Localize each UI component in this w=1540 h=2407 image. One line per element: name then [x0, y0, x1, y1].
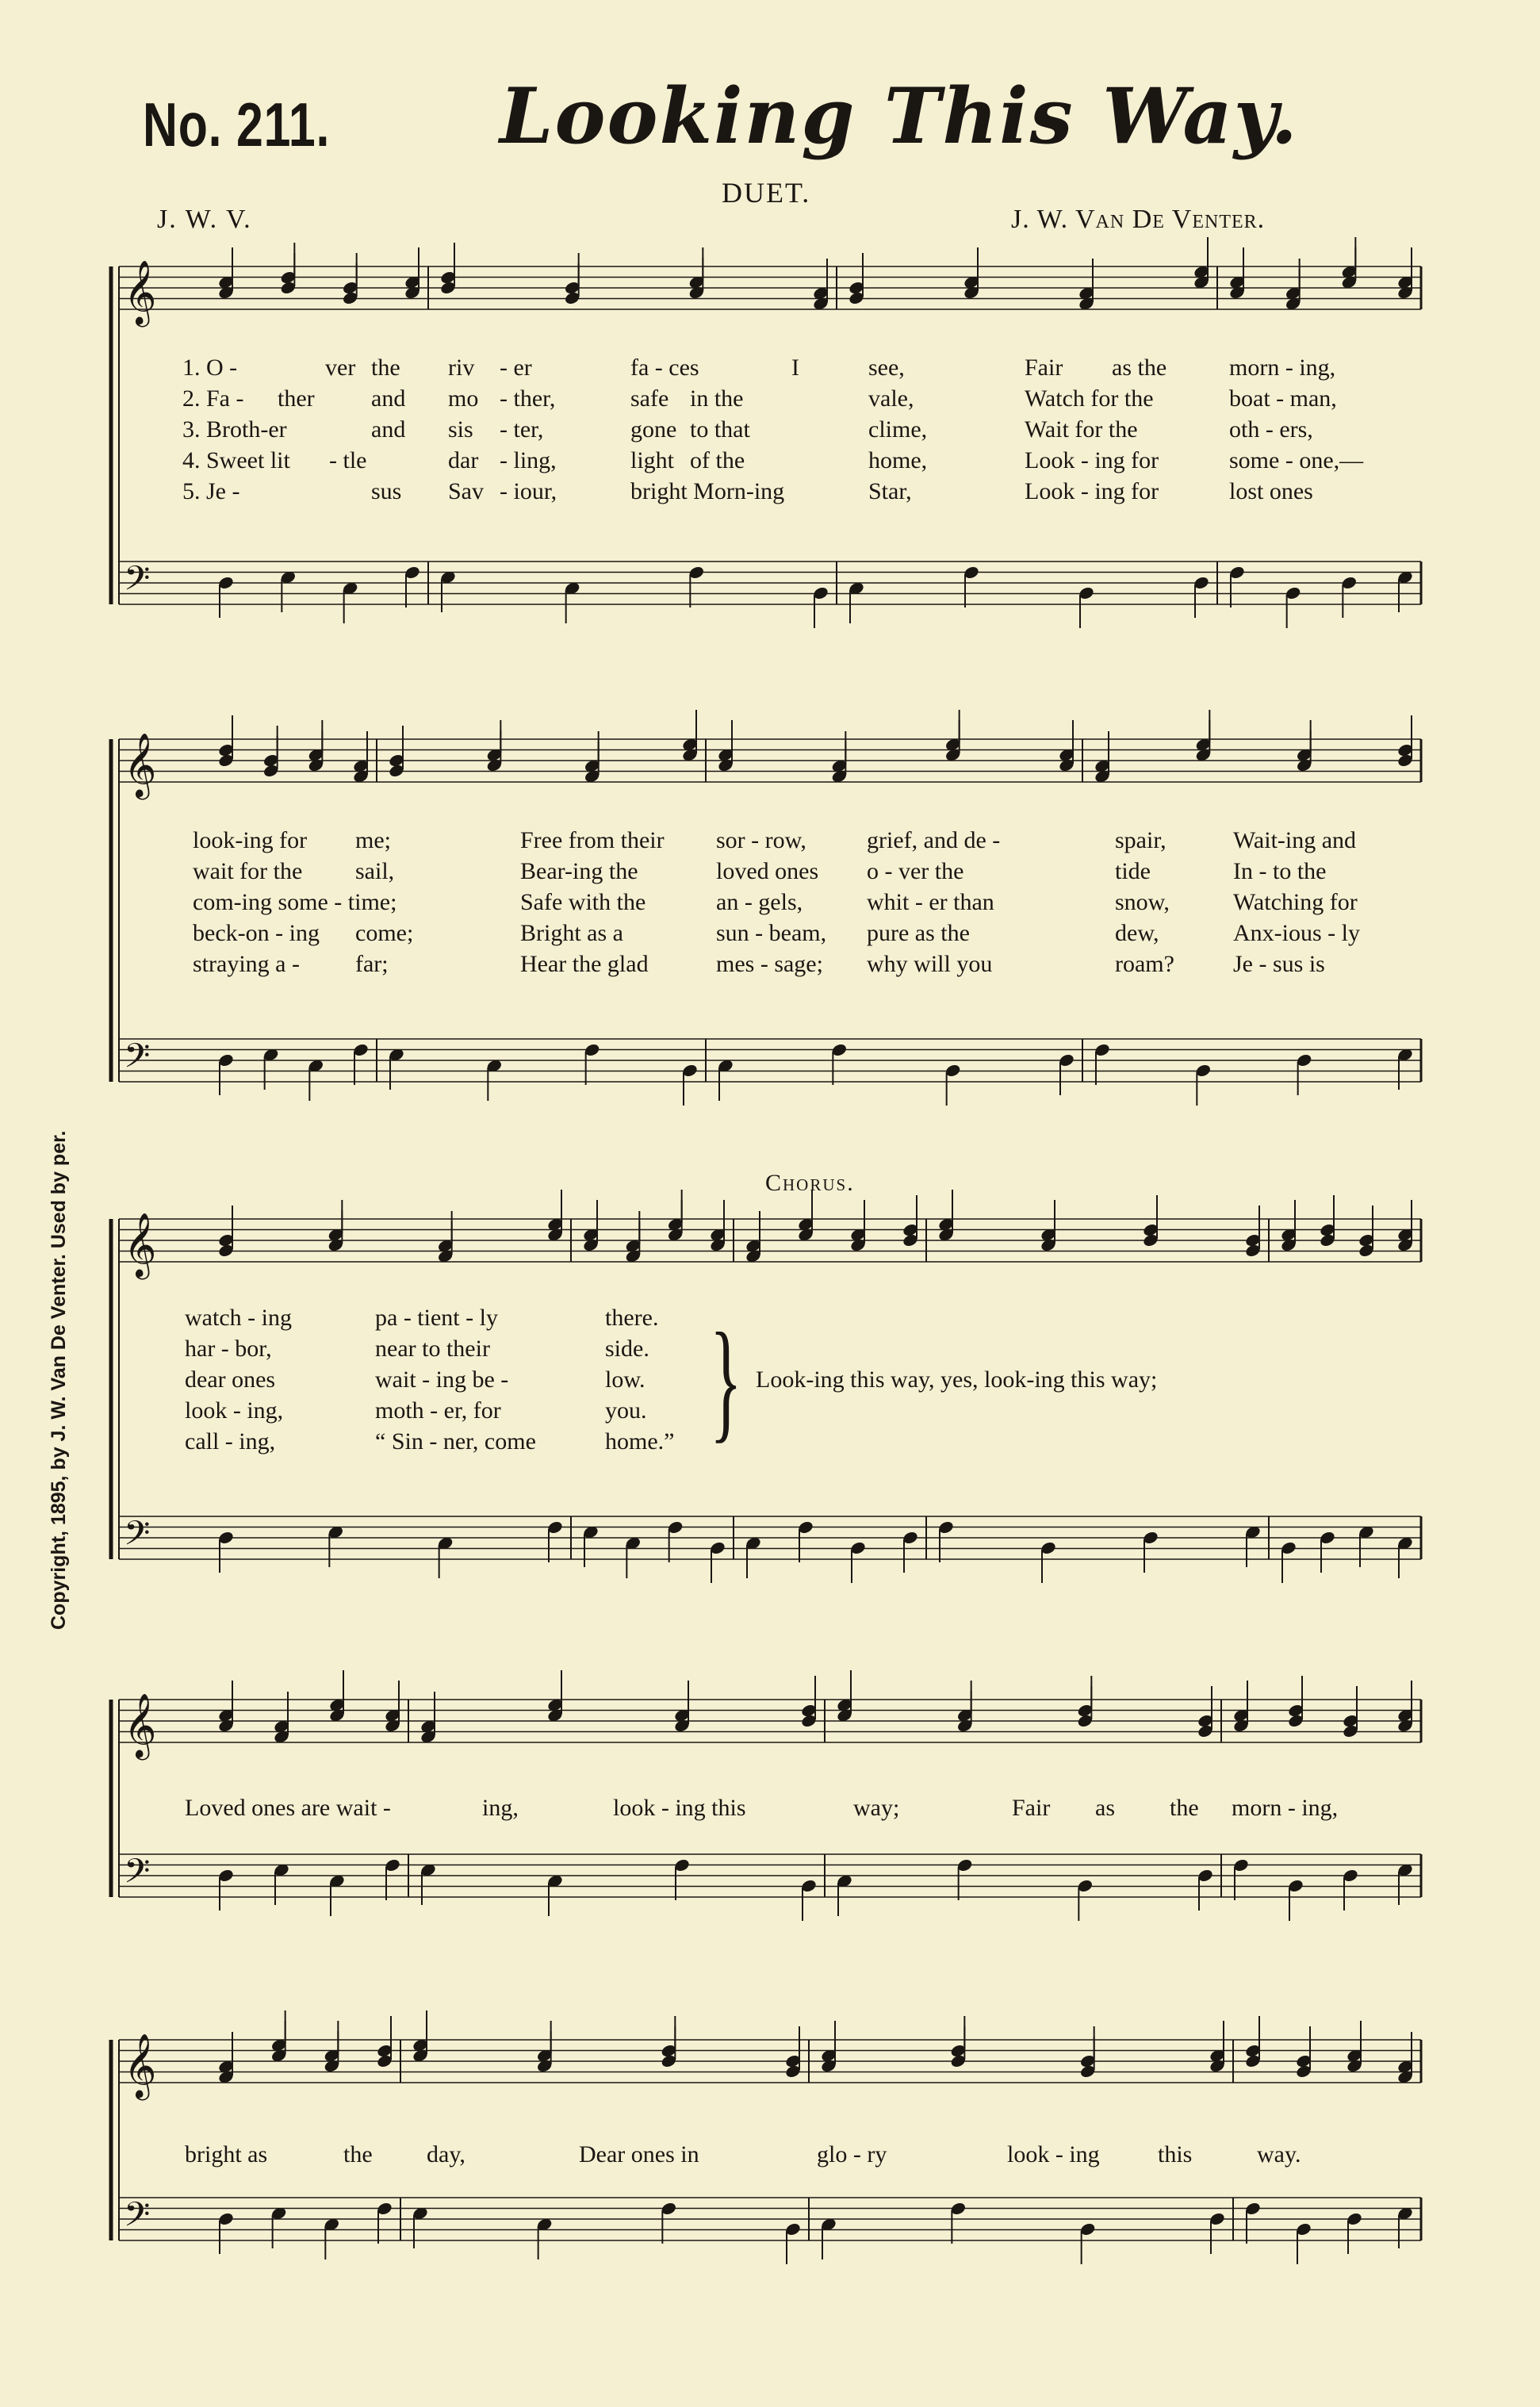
lyricist: J. W. V.	[157, 205, 252, 234]
treble-clef-icon: 𝄞	[124, 2033, 157, 2098]
bass-clef-icon: 𝄢	[124, 1037, 151, 1084]
chorus-label: Chorus.	[765, 1170, 855, 1196]
bass-clef-icon: 𝄢	[124, 1852, 151, 1899]
copyright-note: Copyright, 1895, by J. W. Van De Venter. Used by per.	[48, 1130, 70, 1630]
bass-clef-icon: 𝄢	[124, 559, 151, 607]
chorus-lyric: Look-ing this way, yes, look-ing this way;	[756, 1366, 1158, 1393]
treble-clef-icon: 𝄞	[124, 1212, 157, 1277]
hymn-number: No. 211.	[143, 90, 331, 159]
treble-clef-icon: 𝄞	[124, 1692, 157, 1757]
bass-clef-icon: 𝄢	[124, 2195, 151, 2243]
treble-clef-icon: 𝄞	[124, 732, 157, 797]
bass-clef-icon: 𝄢	[124, 1514, 151, 1562]
verse-brace: }	[710, 1305, 742, 1455]
treble-clef-icon: 𝄞	[124, 259, 157, 324]
composer: J. W. Van De Venter.	[1011, 205, 1266, 234]
duet-label: DUET.	[722, 177, 811, 209]
hymn-title: Looking This Way.	[500, 71, 1299, 161]
